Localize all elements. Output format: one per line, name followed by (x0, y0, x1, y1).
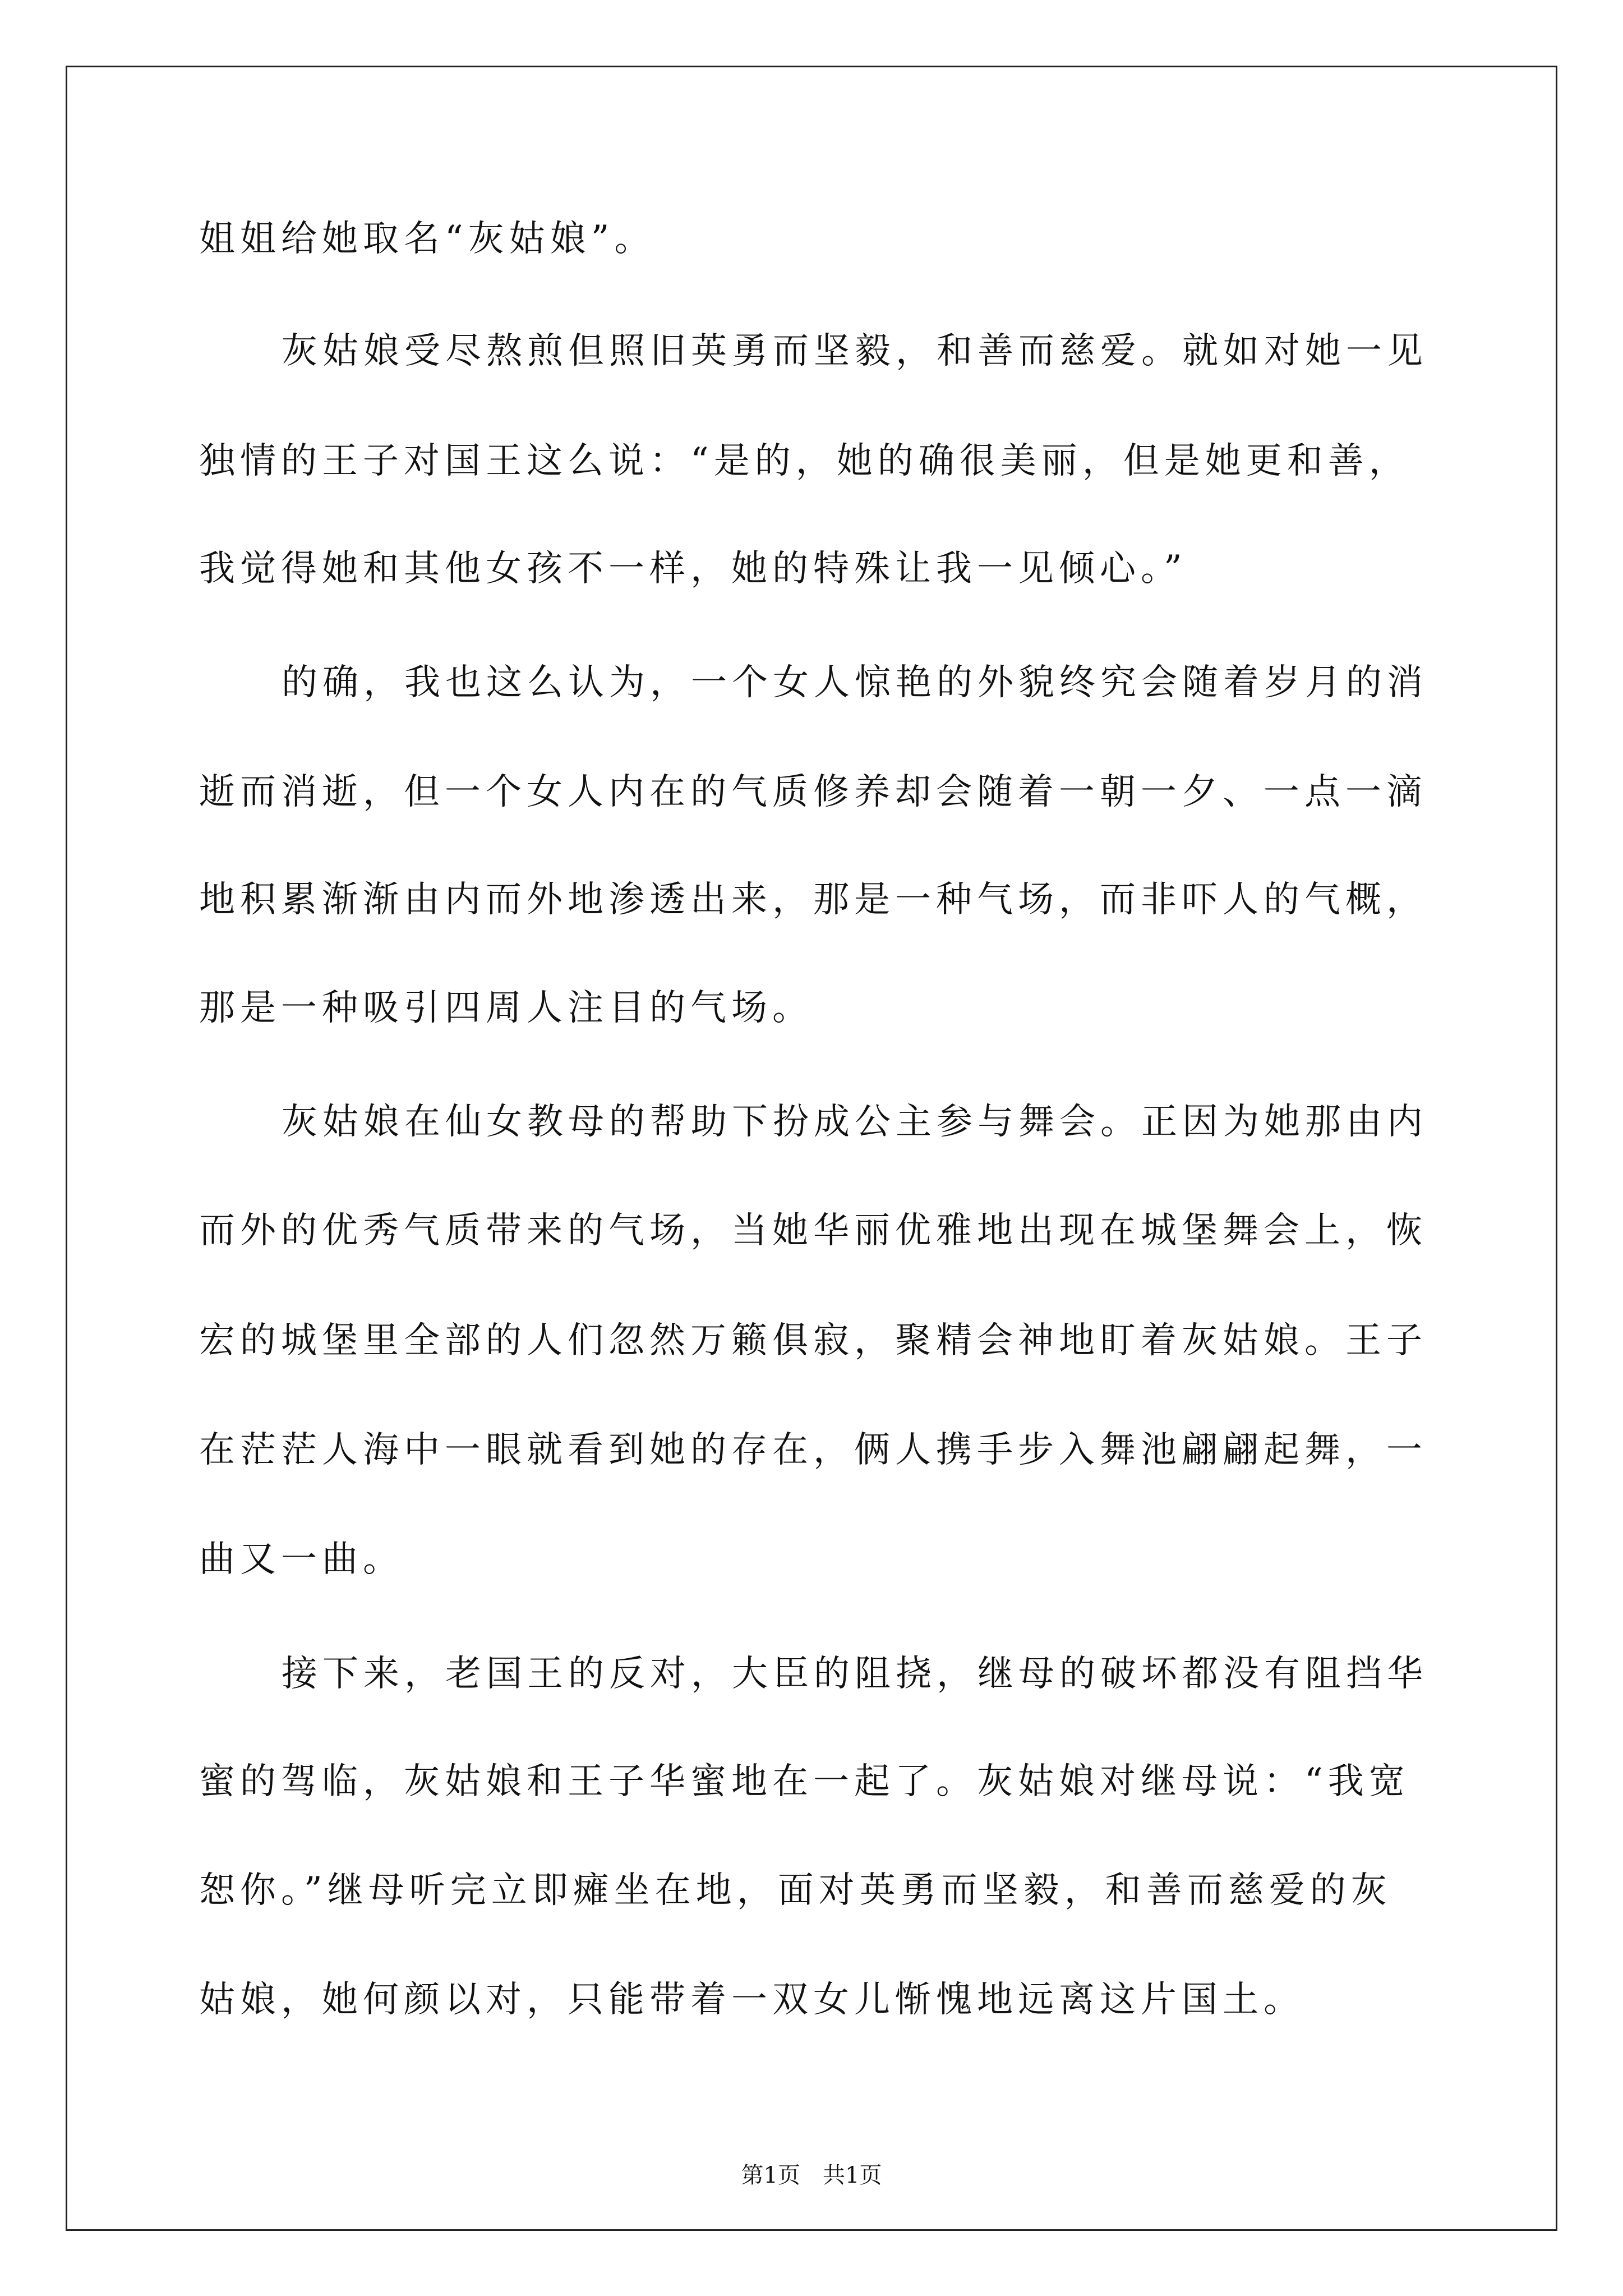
text-line: 地积累渐渐由内而外地渗透出来，那是一种气场，而非吓人的气概， (199, 879, 1427, 921)
text-line: 姐姐给她取名“灰姑娘”。 (199, 218, 656, 260)
text-line: 的确，我也这么认为，一个女人惊艳的外貌终究会随着岁月的消 (282, 662, 1428, 703)
text-line: 灰姑娘在仙女教母的帮助下扮成公主参与舞会。正因为她那由内 (282, 1101, 1428, 1143)
text-line: 我觉得她和其他女孩不一样，她的特殊让我一见倾心。” (199, 548, 1187, 590)
text-line: 姑娘，她何颜以对，只能带着一双女儿惭愧地远离这片国土。 (199, 1979, 1304, 2021)
text-line: 宏的城堡里全部的人们忽然万籁俱寂，聚精会神地盯着灰姑娘。王子 (199, 1320, 1427, 1361)
text-line: 那是一种吸引四周人注目的气场。 (199, 987, 813, 1029)
text-line: 灰姑娘受尽熬煎但照旧英勇而坚毅，和善而慈爱。就如对她一见 (282, 330, 1428, 372)
text-line: 独情的王子对国王这么说：“是的，她的确很美丽，但是她更和善， (199, 440, 1410, 482)
text-line: 而外的优秀气质带来的气场，当她华丽优雅地出现在城堡舞会上，恢 (199, 1210, 1427, 1251)
text-line: 逝而消逝，但一个女人内在的气质修养却会随着一朝一夕、一点一滴 (199, 771, 1427, 813)
page-footer: 第1页 共1页 (741, 2162, 882, 2188)
text-line: 蜜的驾临，灰姑娘和王子华蜜地在一起了。灰姑娘对继母说：“我宽 (199, 1761, 1410, 1802)
text-line: 恕你。”继母听完立即瘫坐在地，面对英勇而坚毅，和善而慈爱的灰 (199, 1870, 1392, 1911)
text-line: 在茫茫人海中一眼就看到她的存在，俩人携手步入舞池翩翩起舞，一 (199, 1429, 1427, 1471)
text-line: 接下来，老国王的反对，大臣的阻挠，继母的破坏都没有阻挡华 (282, 1653, 1428, 1695)
text-line: 曲又一曲。 (199, 1539, 404, 1580)
